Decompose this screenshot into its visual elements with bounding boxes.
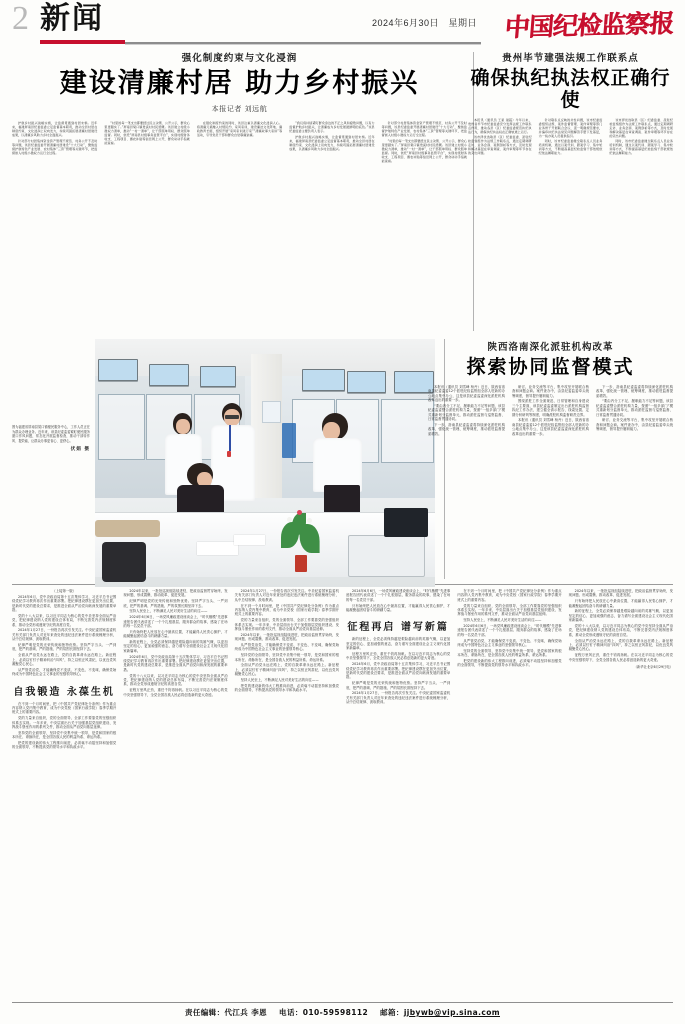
paragraph: 针对部分村居集体资金资产管理不规范、村务公开不及时等问题，该县纪委监委开展清廉村居建设“十大行动”，聚焦监督护航特色产业发展、农村集体“三资”管理等关键环节，把监督嵌入村级小微权力运行全过程。: [12, 138, 98, 155]
flower: [307, 518, 312, 523]
paragraph: 征程万里风正劲，重任千钧再扬帆。在以习近平同志为核心的党中央坚强领导下，全党全国各族人民必将创造新的更大奇迹。: [123, 688, 228, 697]
face: [176, 419, 189, 434]
paragraph: “要由内分工不足、履职能力不足等问题，该县纪委监委整合派驻机构力量，按照“一组多部门”模式重新划分监督单元，推动派驻监督与巡察监督、日常监督贯通协同。: [428, 403, 505, 422]
photo-caption: [12, 425, 90, 453]
paragraph: 2024年以来，一批批巡视组陆续进驻，把政治监督贯穿始终，发现问题、形成震慑、推动改革、促进发展。: [234, 632, 339, 642]
email-label: 邮箱：: [380, 1008, 404, 1017]
middle-zone: [12, 339, 673, 579]
news-agency-note: （新华社北京6月29日电）: [633, 665, 673, 670]
paragraph: 坚持党的全面领导，坚持党中央集中统一领导，是党和国家的根本所在、命脉所在，是全国各族人民的利益所系、命运所系。: [234, 653, 339, 662]
paragraph: 党的十八大以来，以习近平同志为核心的党中央坚持全面从严治党，把纪律建设纳入党的建设总体布局，不断完善党内法规制度体系，推动全党形成遵规守纪的高度自觉。: [568, 624, 673, 637]
paragraph: 2024年以来，一批批巡视组陆续进驻，把政治监督贯穿始终，发现问题、形成震慑、推动改革、促进发展。: [568, 589, 673, 598]
paragraph: 2024年以来，一批批巡视组陆续进驻，把政治监督贯穿始终，发现问题、形成震慑、推动改革、促进发展。: [123, 589, 228, 598]
office-chair: [102, 542, 146, 582]
paragraph: 从严管党治党，才能确保党不变质、不变色、不变味，确保党始终成为中国特色社会主义事业的坚强领导核心。: [12, 667, 117, 677]
paragraph: 全面从严治党永远在路上，党的自我革命永远在路上。新征程上，必须以钉钉子精神纠治“四风”，持之以恒正风肃纪，以优良党风凝聚党心民心。: [234, 663, 339, 677]
paragraph: 2024年6月，党中央政治局第十五次集体学习，习近平总书记围绕党纪学习教育再次作出重要部署。把纪律建设摆在更加突出位置，是新时代党的建设总要求，是推进全面从严治党向纵深发展的重要举措。: [123, 654, 228, 672]
right-top-headline: 确保执纪执法权正确行使: [470, 67, 671, 111]
paragraph: 坚持人民至上，不断满足人民对美好生活的向往——: [129, 609, 208, 614]
paragraph: 新的征程上，全党必须保持越是艰险越向前的英雄气概，以更加坚定的信心、更加顽强的意志，奋力谱写全面建设社会主义现代化国家新篇章。: [568, 609, 673, 623]
paragraph: 把党的建设新的伟大工程推向前进，必须毫不动摇坚持和加强党的全面领导，不断提高党的领导水平和执政水平。: [457, 659, 562, 668]
footer-rule: [12, 1002, 673, 1003]
lead-column-3: [197, 121, 282, 164]
vase: [295, 555, 307, 572]
contact-phone: 电话：010-59598112: [279, 1008, 369, 1017]
page-footer: [12, 1002, 673, 1018]
paragraph: 征程万里风正劲，重任千钧再扬帆。在以习近平同志为核心的党中央坚强领导下，全党全国各族人民必将创造新的更大奇迹。: [568, 653, 673, 662]
printer: [348, 535, 425, 577]
pillar-sign: [262, 401, 281, 423]
paragraph: “村里的每一笔支出都要经过民主决策、公开公示，群众心里更踏实了。”屏南县棠口镇贵溪村村民感慨。该县建立村级小微权力清单，推动“一村一清单”，让干部照单用权、群众照单监督。同时，依托“屏南县村级事务监管平台”，实现村级财务收支、工程项目、惠农补贴等信息网上公开，群众动动手指就能查看。: [104, 121, 190, 146]
paragraph: 只有始终把人民放在心中最高位置，才能赢得人民衷心拥护，才能凝聚起团结奋斗的磅礴力量。: [123, 629, 228, 639]
paragraph: 坚持人民至上，不断满足人民对美好生活的向往——: [463, 618, 542, 623]
continued-column-2: [123, 589, 227, 751]
document-on-counter: [197, 542, 238, 554]
lead-column-2: [104, 121, 189, 164]
hanging-screen: [200, 366, 236, 387]
paragraph: “要由内分工不足、履职能力不足等问题，该县纪委监委整合派驻机构力量，按照“一组多部门”模式重新划分监督单元，推动派驻监督与巡察监督、日常监督贯通协同。: [596, 399, 673, 417]
photo-credit: 伏娟 摄: [70, 447, 90, 453]
continued-text-4b: [346, 637, 450, 704]
standing-banner: [282, 423, 296, 458]
window-pane: [98, 394, 144, 460]
continued-column-1: [12, 589, 116, 751]
paragraph: 党的力量来自组织，党的全面领导、全部工作要靠党的坚强组织体系去实现。一年多来，中央层面出台关于加强基层党组织建设、发挥战斗堡垒作用的系列文件，推动全面从严治党向基层延伸。: [12, 716, 117, 730]
paragraph: 党的十八大以来，以习近平同志为核心的党中央坚持全面从严治党，把纪律建设纳入党的建设总体布局，不断完善党内法规制度体系，推动全党形成遵规守纪的高度自觉。: [123, 673, 228, 687]
paragraph: 全面从严治党永远在路上，党的自我革命永远在路上。新征程上，必须以钉钉子精神纠治“四风”，持之以恒正风肃纪，以优良党风凝聚党心民心。: [12, 653, 117, 667]
hanging-screen: [149, 364, 188, 386]
right-top-kicker: 贵州毕节建强法规工作联系点: [502, 53, 639, 64]
continued-column-5: [457, 589, 561, 751]
section-title: 新闻: [40, 1, 104, 36]
right-mid-column-3: [596, 385, 673, 438]
paragraph: 下一步，洛南县纪委监委将持续深化派驻机构改革，强化统一管理、统筹调度，推动派驻监督提质增效。: [428, 422, 505, 436]
responsible-editor: 责任编辑：代江兵 李恩: [184, 1008, 267, 1017]
paragraph: “我们将持续紧盯群众身边的不正之风和腐败问题，以有力监督护航乡村振兴，让清廉成为乡村发展最鲜明的底色。”该县纪委监委主要负责人表示。: [289, 121, 375, 134]
paragraph: 研讨、业务交流等平台，集中攻坚开展联合核查和问题会商。案件查办中，由县纪委监委牵头统筹调度，督导提升履职能力。: [512, 384, 589, 398]
jump-line: （上接第一版）: [52, 589, 77, 593]
paragraph: 在强化制度约束的同时，该县注重以清廉文化浸润人心。将清廉元素融入村规民约、家风家训，建设廉洁文化阵地、廉政教育长廊，组织开展“家风家训进万家”“清廉故事大家讲”等活动，引导党员干部和群众自觉尊廉崇廉。: [196, 121, 283, 138]
page-number: 2: [12, 0, 29, 37]
paragraph: 护航乡村振兴战略实施，让监督贯通到村居末梢。近年来，福建屏南县纪委监委立足监督基本职责，推动全县村居在制度约束、文化浸润上双向发力，持续巩固拓展清廉村居建设成果，以清廉乡风助力乡村全面振兴。: [289, 134, 375, 151]
window-pane: [381, 399, 434, 463]
lead-column-1: [12, 121, 97, 164]
section-underline: [40, 40, 125, 44]
paragraph: 2024年1月27日，一份报告再次引发关注。中央纪委国家监委机关有关部门负责人对近年来查处的违纪违法案件进行系统梳理分析，从中总结规律、汲取教训。: [234, 589, 339, 602]
paragraph: 下一步，洛南县纪委监委将持续深化派驻机构改革，强化统一管理、统筹调度，推动派驻监督提质增效。: [596, 384, 673, 398]
paragraph: 针对联系点反映的共性问题，该市纪委监委组织法规、案件监督管理、案件审理等部门业务骨干开展联合会诊，逐一明确规范要求，并编印执纪执法常见问题解答手册下发基层，为一线办案人员提供指引。: [538, 117, 603, 138]
paragraph: 2024年6月，党中央政治局第十五次集体学习，习近平总书记围绕党纪学习教育再次作出重要部署。把纪律建设摆在更加突出位置，是新时代党的建设总要求，是推进全面从严治党向纵深发展的重要举措。: [345, 662, 451, 680]
paragraph: 党的十八大以来，以习近平同志为核心的党中央坚持全面从严治党，把纪律建设纳入党的建设总体布局，不断完善党内法规制度体系，推动全党形成遵规守纪的高度自觉。: [12, 613, 117, 627]
paragraph: 坚持党的全面领导，坚持党中央集中统一领导，是党和国家的根本所在、命脉所在，是全国各族人民的利益所系、命运所系。: [12, 730, 117, 740]
lead-kicker: 强化制度约束与文化浸润: [181, 53, 298, 64]
right-top-column-2: [539, 118, 603, 157]
white-shirt: [313, 438, 363, 492]
lead-column-5: [382, 121, 467, 164]
paragraph: 党的力量来自组织，党的全面领导、全部工作要靠党的坚强组织体系去实现。一年多来，中央层面出台关于加强基层党组织建设、发挥战斗堡垒作用的系列文件，推动全面从严治党向基层延伸。: [234, 618, 339, 632]
paragraph: 党的力量来自组织，党的全面领导、全部工作要靠党的坚强组织体系去实现。一年多来，中央层面出台关于加强基层党组织建设、发挥战斗堡垒作用的系列文件，推动全面从严治党向基层延伸。: [457, 603, 562, 617]
continued-text-6: [569, 589, 673, 662]
paragraph: 研讨、业务交流等平台，集中攻坚开展联合核查和问题会商。案件查办中，由县纪委监委牵头统筹调度，督导提升履职能力。: [596, 418, 673, 432]
paragraph: 2024年1月27日，一份报告再次引发关注。中央纪委国家监委机关有关部门负责人对近年来查处的违纪违法案件进行系统梳理分析，从中总结规律、汲取教训。: [12, 628, 117, 642]
paragraph: 纪律严明是党的光荣传统和独特优势。坚持严字当头、一严到底，把严的基调、严的措施、严的氛围长期坚持下去。: [123, 599, 228, 608]
paragraph: 把党的建设新的伟大工程推向前进，必须毫不动摇坚持和加强党的全面领导，不断提高党的领导水平和执政水平。: [12, 741, 117, 750]
right-top-article: [468, 50, 673, 157]
id-badge: [227, 451, 231, 457]
right-top-column-1: [468, 118, 532, 157]
lead-byline: 本报记者 刘远航: [211, 106, 268, 114]
right-mid-columns: [428, 385, 673, 438]
continued-column-4: [346, 589, 450, 751]
hanging-screen: [347, 371, 386, 393]
continued-text-1b: [12, 702, 116, 750]
paragraph: 2024年6月6日，一场党风廉政建设座谈会上，“时代楷模”先进事迹报告团代表讲述了一个个扎根基层、服务群众的故事，感染了在场的每一名党员干部。: [123, 615, 228, 629]
masthead-rule: [125, 42, 481, 44]
paragraph: 从严管党治党，才能确保党不变质、不变色、不变味，确保党始终成为中国特色社会主义事业的坚强领导核心。: [457, 638, 562, 648]
paragraph: 新的征程上，全党必须保持越是艰险越向前的英雄气概，以更加坚定的信心、更加顽强的意志，奋力谱写全面建设社会主义现代化国家新篇章。: [123, 640, 228, 653]
paragraph: 只有始终把人民放在心中最高位置，才能赢得人民衷心拥护，才能凝聚起团结奋斗的磅礴力量。: [568, 599, 673, 608]
continued-article: [12, 589, 673, 751]
photo-caption-text: 图为福建省屏南县棠口镇便民服务中心，工作人员正在为群众办理业务。近年来，该县纪委监委紧盯便民服务窗口作风问题，常态化开展监督检查，推动干部转作风、提效能，让群众办事更省心、更舒心。: [12, 425, 90, 443]
continued-columns: [12, 589, 673, 751]
newspaper-nameplate: 中国纪检监察报: [503, 8, 675, 43]
footer-credits: [12, 1007, 673, 1018]
continued-column-3: [235, 589, 339, 751]
lead-article: [12, 50, 467, 164]
service-hall-photo: [95, 339, 435, 587]
paragraph: 征程万里风正劲，重任千钧再扬帆。在以习近平同志为核心的党中央坚强领导下，全党全国各族人民必将创造新的更大奇迹。: [345, 652, 451, 661]
right-mid-column-2: [512, 385, 589, 438]
paragraph: 纪律严明是党的光荣传统和独特优势。坚持严字当头、一严到底，把严的基调、严的措施、严的氛围长期坚持下去。: [12, 643, 117, 652]
right-top-column-3: [609, 118, 673, 157]
paragraph: 本报讯（通讯员 刘雪峰 杨丹）近日，陕西省洛南县纪委监委12个派驻纪检监察组全部人驻新的办公地点集中办公，这是该县纪委监委深化派驻机构改革迈出的重要一步。: [512, 418, 589, 436]
continued-subhead-1: 自我锻造 永葆生机: [13, 686, 115, 698]
paragraph: 只有始终把人民放在心中最高位置，才能赢得人民衷心拥护，才能凝聚起团结奋斗的磅礴力量。: [345, 603, 451, 613]
paragraph: “村里的每一笔支出都要经过民主决策、公开公示，群众心里更踏实了。”屏南县棠口镇贵溪村村民感慨。该县建立村级小微权力清单，推动“一村一清单”，让干部照单用权、群众照单监督。同时，依托“屏南县村级事务监管平台”，实现村级财务收支、工程项目、惠农补贴等信息网上公开，群众动动手指就能查看。: [381, 138, 468, 164]
glasses: [225, 415, 239, 419]
right-mid-headline: 探索协同监督模式: [466, 356, 635, 378]
paragraph: 2024年6月，党中央政治局第十五次集体学习，习近平总书记围绕党纪学习教育再次作出重要部署。把纪律建设摆在更加突出位置，是新时代党的建设总要求，是推进全面从严治党向纵深发展的重要举措。: [12, 594, 117, 613]
photo-figure: [95, 339, 435, 587]
paragraph: 该市择优选取县（区）纪委监委、派驻纪检监察组作为法规工作联系点，通过定期调研走访、业务会商、案例剖析等方式，及时发现和解决基层在审查调查、案件审理等环节存在的突出问题。: [468, 135, 532, 156]
paragraph: 新的征程上，全党必须保持越是艰险越向前的英雄气概，以更加坚定的信心、更加顽强的意志，奋力谱写全面建设社会主义现代化国家新篇章。: [345, 637, 451, 651]
paragraph: 同时，该市纪委监委健全联系点人员业务培训机制，通过以案代训、跟案学习、集中轮训等方式，不断提高基层纪检监察干部依规依纪依法履职能力。: [538, 139, 603, 156]
right-mid-article: [428, 339, 673, 437]
continued-text-2: [123, 589, 227, 697]
hanging-screen: [302, 369, 345, 391]
document-on-counter: [234, 535, 265, 545]
flower-arrangement: [275, 508, 329, 572]
paragraph: 同时，该市纪委监委健全联系点人员业务培训机制，通过以案代训、跟案学习、集中轮训等方式，不断提高基层纪检监察干部依规依纪依法履职能力。: [609, 139, 674, 156]
flower: [287, 517, 292, 522]
pillar: [251, 354, 282, 508]
waiting-bench: [95, 520, 160, 537]
paragraph: 在不到一个月时间里，把《中国共产党纪律处分条例》作为重点内容纳入党内集中教育，成为中央党校（国家行政学院）春季学期开班式上的重要内容。: [457, 589, 562, 602]
continued-column-6: [569, 589, 673, 751]
continued-subhead-2: 征程再启 谱写新篇: [347, 622, 449, 634]
paragraph: 坚持党的全面领导，坚持党中央集中统一领导，是党和国家的根本所在、命脉所在，是全国各族人民的利益所系、命运所系。: [457, 648, 562, 658]
paragraph: 在不到一个月时间里，把《中国共产党纪律处分条例》作为重点内容纳入党内集中教育，成为中央党校（国家行政学院）春季学期开班式上的重要内容。: [234, 603, 339, 617]
lead-column-4: [289, 121, 374, 164]
masthead: [12, 0, 673, 48]
paragraph: 2024年1月27日，一份报告再次引发关注。中央纪委国家监委机关有关部门负责人对近年来查处的违纪违法案件进行系统梳理分析，从中总结规律、汲取教训。: [345, 691, 451, 705]
paragraph: 该市择优选取县（区）纪委监委、派驻纪检监察组作为法规工作联系点，通过定期调研走访、业务会商、案例剖析等方式，及时发现和解决基层在审查调查、案件审理等环节存在的突出问题。: [609, 117, 674, 138]
paragraph: 本报讯（通讯员 刘雪峰 杨丹）近日，陕西省洛南县纪委监委12个派驻纪检监察组全部人驻新的办公地点集中办公，这是该县纪委监委深化派驻机构改革迈出的重要一步。: [428, 384, 505, 403]
paragraph: 护航乡村振兴战略实施，让监督贯通到村居末梢。近年来，福建屏南县纪委监委立足监督基本职责，推动全县村居在制度约束、文化浸润上双向发力，持续巩固拓展清廉村居建设成果，以清廉乡风助力乡村全面振兴。: [12, 121, 98, 138]
paragraph: 从严管党治党，才能确保党不变质、不变色、不变味，确保党始终成为中国特色社会主义事业的坚强领导核心。: [234, 643, 339, 652]
paragraph: 把党的建设新的伟大工程推向前进，必须毫不动摇坚持和加强党的全面领导，不断提高党的领导水平和执政水平。: [234, 683, 339, 693]
paragraph: 坚持人民至上，不断满足人民对美好生活的向往——: [240, 678, 319, 683]
publication-date: 2024年6月30日 星期日: [371, 18, 477, 28]
continued-text-3: [235, 589, 339, 693]
paragraph: 2024年6月6日，一场党风廉政建设座谈会上，“时代楷模”先进事迹报告团代表讲述了一个个扎根基层、服务群众的故事，感染了在场的每一名党员干部。: [457, 624, 562, 637]
paragraph: 围绕派驻工作全面规范、日常管理和自身建设三个主要面，该县纪委监委制定出台派驻机构监督执纪工作办法，建立健全请示报告、线索处置、定期分析研判等制度，明确派驻机构监督职责边界。: [512, 399, 589, 417]
continued-text-4: [346, 589, 450, 612]
continued-text-1: [12, 589, 116, 677]
email-address[interactable]: jjbywb@vip.sina.com: [403, 1008, 500, 1017]
right-mid-column-1: [428, 385, 505, 438]
paragraph: 全面从严治党永远在路上，党的自我革命永远在路上。新征程上，必须以钉钉子精神纠治“四风”，持之以恒正风肃纪，以优良党风凝聚党心民心。: [568, 638, 673, 652]
continued-text-5: [457, 589, 561, 668]
lanyard: [229, 425, 231, 451]
lead-columns: [12, 121, 467, 164]
lead-headline: 建设清廉村居 助力乡村振兴: [59, 68, 420, 99]
paragraph: 2024年6月6日，一场党风廉政建设座谈会上，“时代楷模”先进事迹报告团代表讲述了一个个扎根基层、服务群众的故事，感染了在场的每一名党员干部。: [345, 589, 451, 602]
paragraph: 纪律严明是党的光荣传统和独特优势。坚持严字当头、一严到底，把严的基调、严的措施、严的氛围长期坚持下去。: [345, 681, 451, 690]
monitor: [384, 508, 428, 538]
right-top-columns: [468, 118, 673, 157]
right-mid-kicker: 陕西洛南深化派驻机构改革: [487, 342, 614, 353]
hanging-screen: [98, 359, 137, 381]
paragraph: 本报讯（通讯员 王星 逯超）今年以来，贵州省毕节市纪委监委充分发挥法规工作联系点作用，推动各县（区）纪委监委规范执纪执法行为，确保执纪执法权在正确轨道上运行。: [468, 117, 532, 134]
paragraph: 针对部分村居集体资金资产管理不规范、村务公开不及时等问题，该县纪委监委开展清廉村居建设“十大行动”，聚焦监督护航特色产业发展、农村集体“三资”管理等关键环节，把监督嵌入村级小微权力运行全过程。: [381, 121, 468, 138]
top-zone: [12, 50, 673, 335]
paragraph: 在不到一个月时间里，把《中国共产党纪律处分条例》作为重点内容纳入党内集中教育，成为中央党校（国家行政学院）春季学期开班式上的重要内容。: [12, 701, 117, 715]
